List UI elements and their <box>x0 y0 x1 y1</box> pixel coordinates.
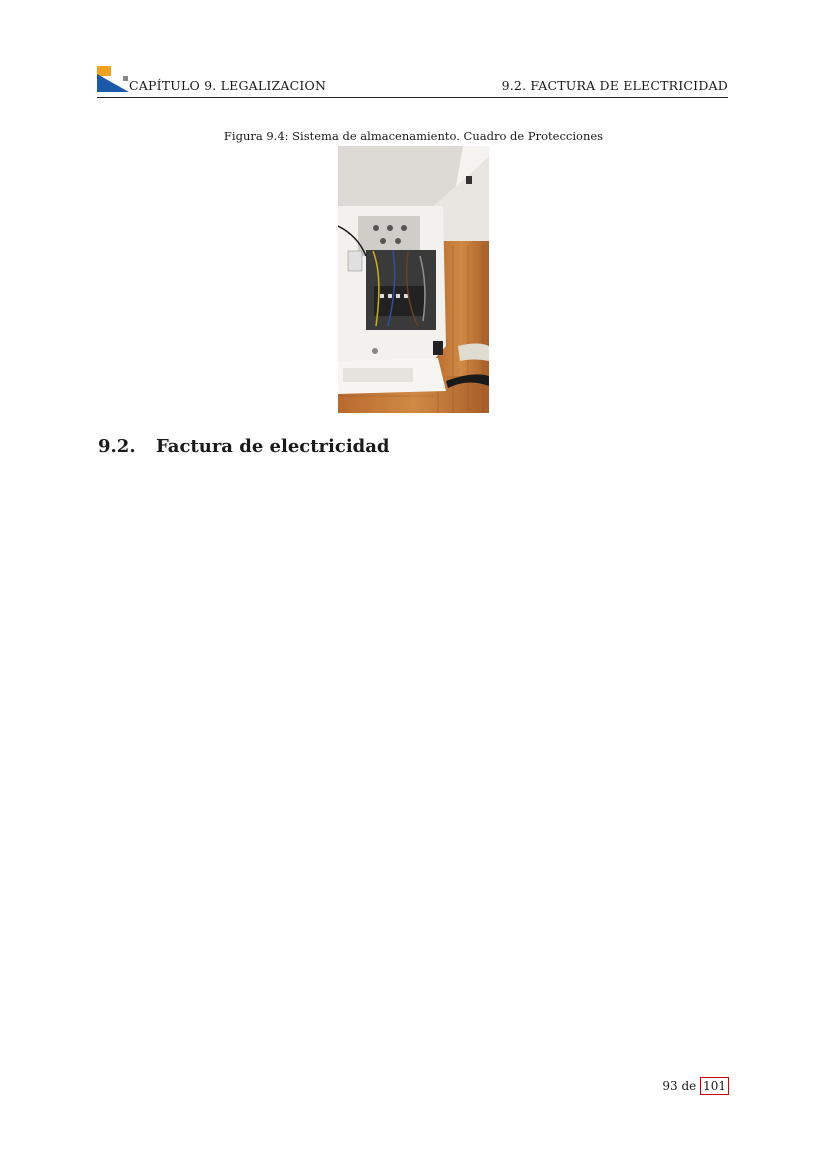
institution-logo-icon <box>97 66 129 92</box>
chapter-header: CAPÍTULO 9. LEGALIZACION <box>129 78 327 93</box>
page-number <box>662 1079 729 1093</box>
section-heading <box>98 436 390 457</box>
figure-photo <box>338 146 489 413</box>
section-header: 9.2. FACTURA DE ELECTRICIDAD <box>501 78 728 93</box>
figure-caption: Figura 9.4: Sistema de almacenamiento. Cuadro de Protecciones <box>223 129 604 143</box>
page-separator: de <box>681 1079 697 1093</box>
current-page: 93 <box>662 1079 678 1093</box>
protection-box-photo <box>338 146 489 413</box>
running-header <box>97 66 728 98</box>
section-title-text: Factura de electricidad <box>156 436 390 457</box>
section-number: 9.2. <box>98 436 136 457</box>
total-pages-link[interactable]: 101 <box>700 1077 729 1095</box>
